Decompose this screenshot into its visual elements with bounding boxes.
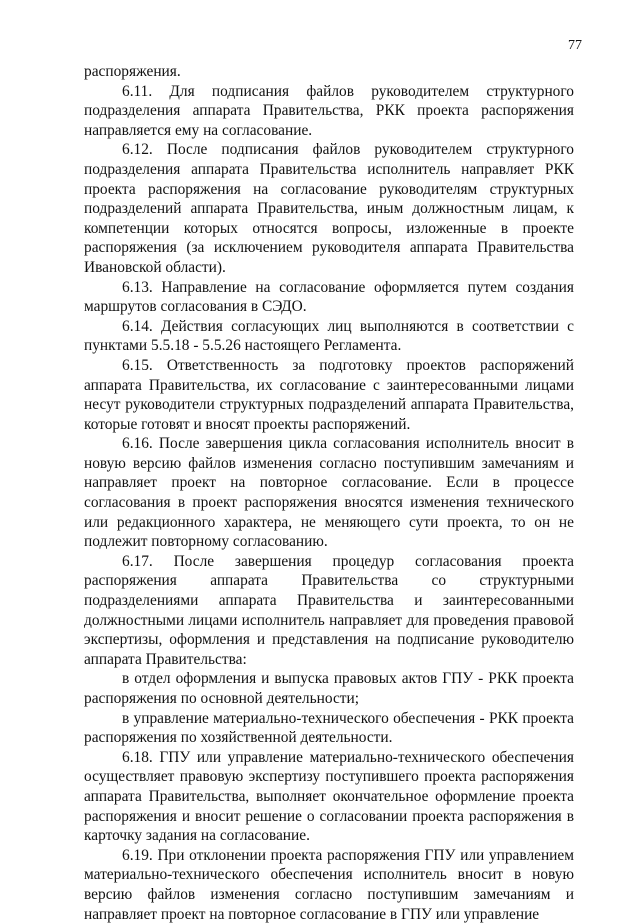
paragraph-6-19: 6.19. При отклонении проекта распоряжения ГПУ или управлением материально-технического обеспечения исполнитель вносит в новую версию файлов изменения согласно поступившим замечаниям и направляет проект на повторное согласование в ГПУ или управление bbox=[84, 846, 574, 923]
paragraph-6-16: 6.16. После завершения цикла согласования исполнитель вносит в новую версию файлов изменения согласно поступившим замечаниям и направляет проект на повторное согласование. Если в процессе согласования в проект распоряжения вносятся изменения технического или редакционного характера, не меняющего сути проекта, то он не подлежит повторному согласованию. bbox=[84, 435, 574, 551]
paragraph-6-14: 6.14. Действия согласующих лиц выполняются в соответствии с пунктами 5.5.18 - 5.5.26 настоящего Регламента. bbox=[84, 317, 574, 355]
paragraph-6-15: 6.15. Ответственность за подготовку проектов распоряжений аппарата Правительства, их согласование с заинтересованными лицами несут руководители структурных подразделений аппарата Правительства, которые готовят и вносят проекты распоряжений. bbox=[84, 356, 574, 433]
list-item-gpu: в отдел оформления и выпуска правовых актов ГПУ - РКК проекта распоряжения по основной деятельности; bbox=[84, 670, 574, 707]
paragraph-continuation: распоряжения. bbox=[84, 63, 181, 80]
paragraph-6-18: 6.18. ГПУ или управление материально-технического обеспечения осуществляет правовую экспертизу поступившего проекта распоряжения аппарата Правительства, выполняет окончательное оформление проекта распоряжения и вносит решение о согласовании проекта распоряжения в карточку задания на согласование. bbox=[84, 748, 574, 845]
paragraph-6-12: 6.12. После подписания файлов руководителем структурного подразделения аппарата Правительства исполнитель направляет РКК проекта распоряжения на согласование руководителям структурных подразделений аппарата Правительства, иным должностным лицам, к компетенции которых относятся вопросы, изложенные в проекте распоряжения (за исключением руководителя аппарата Правительства Ивановской области). bbox=[84, 141, 574, 276]
paragraph-6-13: 6.13. Направление на согласование оформляется путем создания маршрутов согласования в СЭДО. bbox=[84, 278, 574, 316]
list-item-mto: в управление материально-технического обеспечения - РКК проекта распоряжения по хозяйственной деятельности. bbox=[84, 709, 574, 747]
paragraph-6-11: 6.11. Для подписания файлов руководителем структурного подразделения аппарата Правительства, РКК проекта распоряжения направляется ему на согласование. bbox=[84, 82, 574, 139]
paragraph-6-17: 6.17. После завершения процедур согласования проекта распоряжения аппарата Правительства со структурными подразделениями аппарата Правительства и заинтересованными должностными лицами исполнитель направляет для проведения правовой экспертизы, оформления и представления на подписание руководителю аппарата Правительства: bbox=[84, 552, 574, 668]
body-text bbox=[84, 62, 574, 924]
page-number: 77 bbox=[568, 38, 582, 53]
